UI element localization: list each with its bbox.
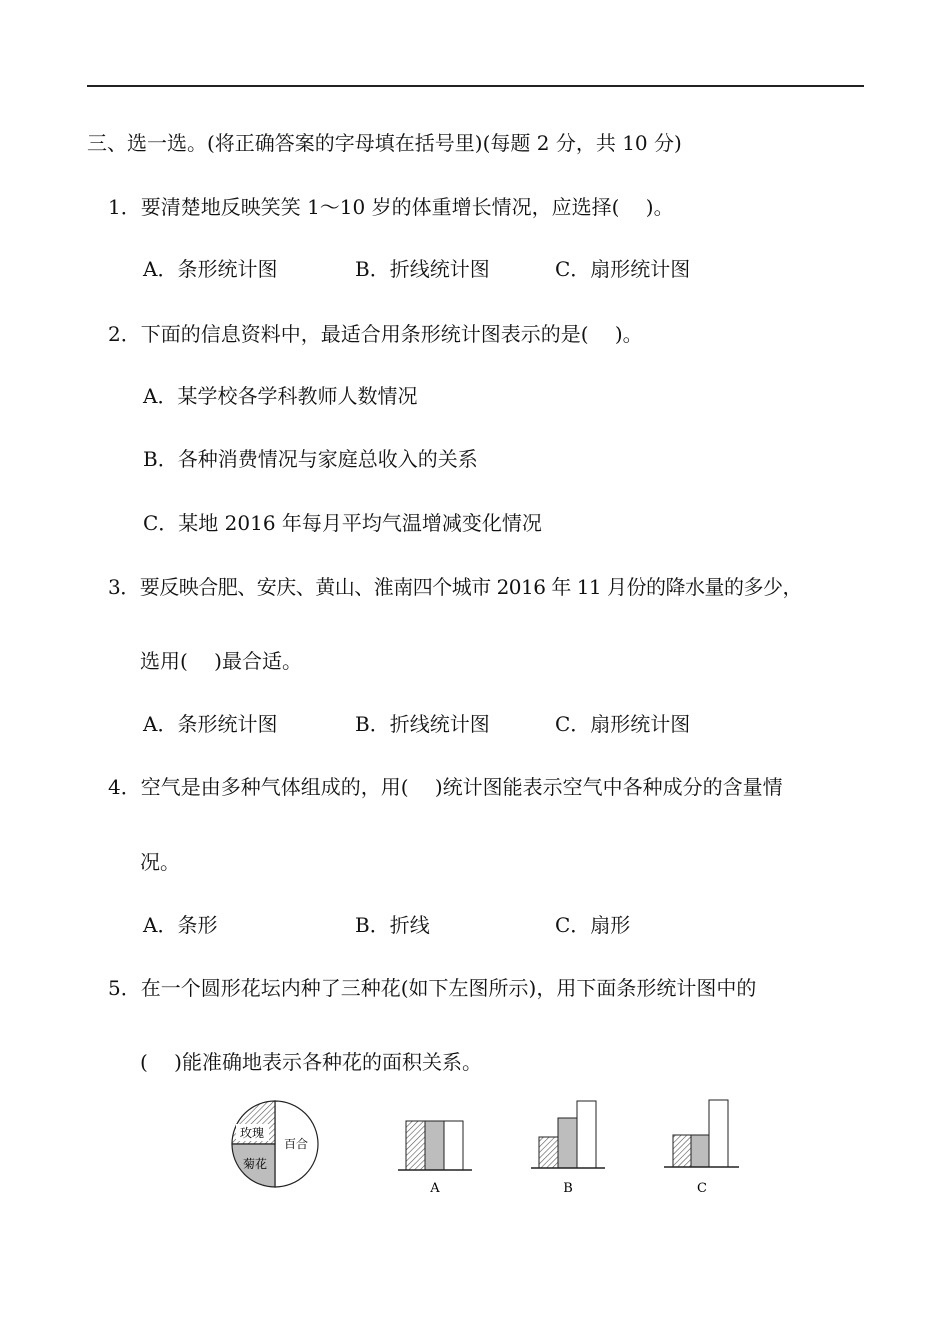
question-3-stem-line2: 选用( )最合适。 — [140, 649, 302, 673]
bar-chart-c — [664, 1100, 739, 1196]
bar-c-lily — [709, 1100, 728, 1167]
bar-b-rose — [539, 1137, 558, 1168]
bar-a-chrysanthemum — [425, 1121, 444, 1170]
bar-chart-a-label: A — [430, 1181, 440, 1196]
question-3-option-a: A．条形统计图 — [143, 712, 278, 736]
question-2-option-b: B．各种消费情况与家庭总收入的关系 — [143, 447, 478, 471]
question-3-stem-line1: 3．要反映合肥、安庆、黄山、淮南四个城市 2016 年 11 月份的降水量的多少， — [108, 575, 803, 599]
question-1-option-a: A．条形统计图 — [143, 257, 278, 281]
question-2-stem: 2．下面的信息资料中，最适合用条形统计图表示的是( )。 — [108, 322, 643, 346]
bar-chart-b-label: B — [563, 1181, 573, 1196]
bar-chart-b — [531, 1101, 605, 1196]
bar-b-lily — [577, 1101, 596, 1168]
question-5-stem-line2: ( )能准确地表示各种花的面积关系。 — [140, 1050, 482, 1074]
question-4-option-c: C．扇形 — [555, 913, 631, 937]
question-5-stem-line1: 5．在一个圆形花坛内种了三种花(如下左图所示)，用下面条形统计图中的 — [108, 976, 757, 1000]
section-header: 三、选一选。(将正确答案的字母填在括号里)(每题 2 分，共 10 分) — [87, 131, 682, 155]
question-1-option-c: C．扇形统计图 — [555, 257, 691, 281]
question-1-option-b: B．折线统计图 — [355, 257, 490, 281]
bar-chart-a — [398, 1121, 472, 1196]
pie-label-chrysanthemum: 菊花 — [242, 1157, 268, 1171]
pie-label-lily: 百合 — [283, 1137, 309, 1151]
bar-b-chrysanthemum — [558, 1118, 577, 1168]
question-3-option-b: B．折线统计图 — [355, 712, 490, 736]
pie-label-rose: 玫瑰 — [239, 1126, 265, 1140]
bar-c-chrysanthemum — [691, 1135, 709, 1167]
bar-chart-c-label: C — [697, 1181, 707, 1196]
question-2-option-c: C．某地 2016 年每月平均气温增减变化情况 — [143, 511, 542, 535]
question-4-option-a: A．条形 — [143, 913, 218, 937]
question-4-stem-line2: 况。 — [140, 850, 180, 874]
question-3-option-c: C．扇形统计图 — [555, 712, 691, 736]
bar-a-rose — [406, 1121, 425, 1170]
question-1-stem: 1．要清楚地反映笑笑 1～10 岁的体重增长情况，应选择( )。 — [108, 195, 674, 219]
bar-a-lily — [444, 1121, 463, 1170]
flower-bed-pie — [232, 1101, 318, 1187]
question-4-stem-line1: 4．空气是由多种气体组成的，用( )统计图能表示空气中各种成分的含量情 — [108, 775, 783, 799]
question-4-option-b: B．折线 — [355, 913, 430, 937]
question-2-option-a: A．某学校各学科教师人数情况 — [143, 384, 418, 408]
bar-c-rose — [673, 1135, 691, 1167]
